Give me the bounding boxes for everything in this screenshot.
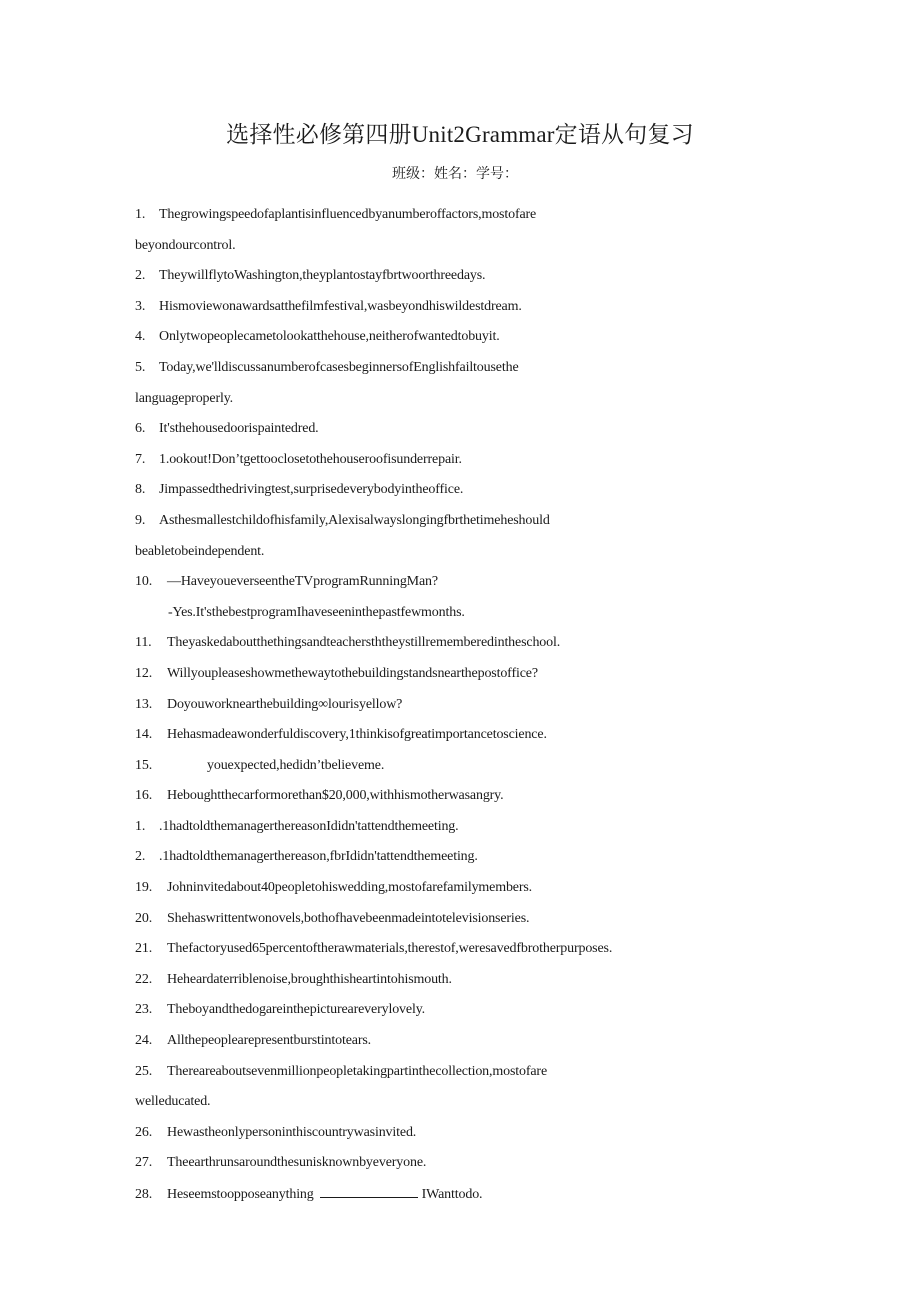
question-item [135,1061,835,1092]
question-item [135,326,835,357]
question-number: 22. [135,971,153,987]
question-text: Shehaswrittentwonovels,bothofhavebeenmadeintotelevisionseries. [167,910,530,926]
question-text: Heboughtthecarformorethan$20,000,withhismotherwasangry. [167,788,504,804]
question-text: Hehasmadeawonderfuldiscovery,1thinkisofgreatimportancetoscience. [167,727,547,743]
question-item [135,1152,835,1183]
question-text: Heheardaterriblenoise,broughthisheartintohismouth. [167,971,452,987]
question-number: 2. [135,268,146,284]
question-text: Thegrowingspeedofaplantisinfluencedbyanumberoffactors,mostofare [159,207,537,222]
question-number: 12. [135,665,153,681]
question-number: 1. [135,207,146,222]
question-list [135,204,835,1214]
question-text: Today,we'lldiscussanumberofcasesbeginnersofEnglishfailtousethe [159,359,519,375]
question-text: youexpected,hedidn’tbelieveme. [207,757,385,773]
question-item [135,816,835,847]
question-number: 15. [135,757,153,773]
question-text: Thereareaboutsevenmillionpeopletakingpartinthecollection,mostofare [167,1063,548,1079]
question-item [135,785,835,816]
question-item [135,571,835,602]
question-number: 16. [135,788,153,804]
question-number: 23. [135,1002,153,1018]
question-number: 8. [135,482,146,498]
question-item [135,908,835,939]
question-text: Jimpassedthedrivingtest,surprisedeverybodyintheoffice. [159,482,464,498]
question-text: TheywillflytoWashington,theyplantostayfbrtwoorthreedays. [159,268,486,284]
question-number: 2. [135,849,146,865]
question-text: Hismoviewonawardsatthefilmfestival,wasbeyondhiswildestdream. [159,298,522,314]
question-continuation: beabletobeindependent. [135,543,265,559]
question-text: Asthesmallestchildofhisfamily,Alexisalwayslongingfbrthetimeheshould [159,512,550,528]
question-item [135,204,835,235]
question-number: 13. [135,696,153,712]
question-number: 19. [135,880,153,896]
question-number: 14. [135,727,153,743]
question-item [135,265,835,296]
question-number: 5. [135,359,146,375]
question-number: 21. [135,941,153,957]
question-text: Doyouworknearthebuilding∞lourisyellow? [167,696,403,712]
question-number: 24. [135,1033,153,1049]
question-item [135,663,835,694]
page-title: 选择性必修第四册Unit2Grammar定语从句复习 [226,122,694,147]
question-number: 1. [135,818,146,834]
question-text: Heseemstoopposeanything [167,1187,314,1202]
question-item [135,724,835,755]
question-text: 1.ookout!Don’tgettooclosetothehouseroofisunderrepair. [159,451,462,467]
question-text: .1hadtoldthemanagerthereasonIdidn'tattendthemeeting. [159,818,459,834]
question-number: 27. [135,1155,153,1171]
question-text: Theboyandthedogareinthepictureareverylovely. [167,1002,425,1018]
question-continuation: languageproperly. [135,390,233,406]
question-item [135,1183,835,1214]
question-item [135,999,835,1030]
question-number: 6. [135,421,146,437]
question-item [135,296,835,327]
question-item [135,969,835,1000]
question-text: It'sthehousedoorispaintedred. [159,421,319,437]
student-info-line: 班级：姓名：学号： [392,167,518,182]
question-item [135,449,835,480]
question-text: Theyaskedaboutthethingsandteachersththeystillrememberedintheschool. [167,635,561,651]
question-continuation: welleducated. [135,1094,211,1110]
question-number: 25. [135,1063,153,1079]
answer-blank[interactable] [320,1183,418,1198]
question-text: Thefactoryused65percentoftherawmaterials,therestof,weresavedfbrotherpurposes. [167,941,613,957]
question-number: 11. [135,635,152,651]
question-continuation: -Yes.It'sthebestprogramIhaveseeninthepastfewmonths. [168,604,465,620]
question-item [135,846,835,877]
question-number: 7. [135,451,146,467]
question-text: Hewastheonlypersoninthiscountrywasinvited. [167,1124,417,1140]
question-item [135,479,835,510]
question-text: Willyoupleaseshowmethewaytothebuildingstandsnearthepostoffice? [167,665,538,681]
question-text: Onlytwopeoplecametolookatthehouse,neitherofwantedtobuyit. [159,329,500,345]
question-text: Theearthrunsaroundthesunisknownbyeveryone. [167,1155,427,1171]
question-number: 28. [135,1187,153,1202]
question-item [135,877,835,908]
question-number: 9. [135,512,146,528]
question-item [135,357,835,388]
question-continuation: beyondourcontrol. [135,237,236,253]
question-item [135,938,835,969]
question-text: Allthepeoplearepresentburstintotears. [167,1033,371,1049]
question-item [135,632,835,663]
question-text: .1hadtoldthemanagerthereason,fbrIdidn'tattendthemeeting. [159,849,478,865]
question-item [135,510,835,541]
question-number: 4. [135,329,146,345]
question-text-after-blank: IWanttodo. [421,1187,483,1202]
question-item [135,755,835,786]
question-item [135,694,835,725]
question-text: —HaveyoueverseentheTVprogramRunningMan? [167,574,438,590]
question-number: 20. [135,910,153,926]
question-number: 10. [135,574,153,590]
question-item [135,418,835,449]
question-text: Johninvitedabout40peopletohiswedding,mostofarefamilymembers. [167,880,533,896]
question-item [135,1030,835,1061]
question-number: 3. [135,298,146,314]
question-number: 26. [135,1124,153,1140]
question-item [135,1122,835,1153]
